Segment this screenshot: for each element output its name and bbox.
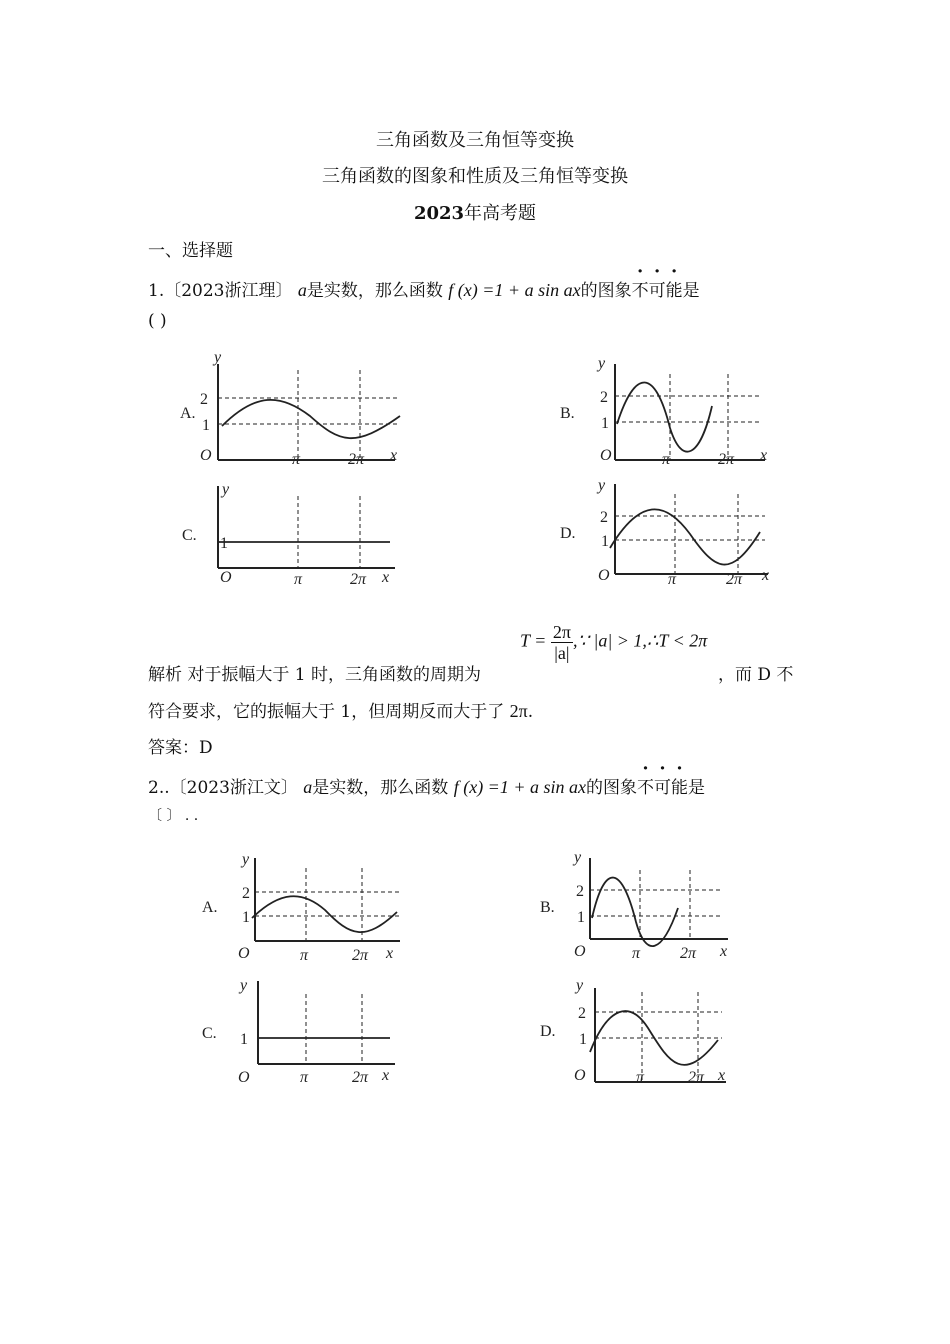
- solution-period: .: [527, 702, 534, 722]
- q2-function: f (x) =1 + a sin ax: [453, 777, 586, 797]
- answer: 答案：D: [148, 738, 213, 758]
- q2-graphs: [190, 846, 790, 1096]
- q2-b-pi: π: [632, 945, 641, 962]
- q2-b-y: y: [574, 849, 582, 866]
- q2-a-2pi: 2π: [352, 947, 369, 964]
- q1-d-pi: π: [668, 571, 677, 588]
- formula-rest: ,∵ |a| > 1,∴T < 2π: [572, 630, 708, 651]
- q1-c-2pi: 2π: [350, 571, 367, 588]
- q2-text-end: 的图象: [585, 778, 637, 798]
- q1-a-2pi: 2π: [348, 451, 365, 468]
- q2-emph-2: 可: [653, 778, 671, 798]
- solution-two-pi: 2π: [509, 701, 528, 721]
- q2-text-tail: 是: [687, 778, 705, 798]
- q1-a-y: y: [214, 349, 222, 366]
- q1-b-pi: π: [662, 451, 671, 468]
- q1-emph-1: 不: [631, 281, 649, 301]
- q2-prefix: 2..〔2023浙江文〕: [148, 778, 298, 798]
- q2-b-two: 2: [576, 883, 584, 900]
- q2-text-mid: 是实数，那么函数: [312, 778, 449, 798]
- q1-b-y: y: [598, 355, 606, 372]
- solution-text-2: 符合要求，它的振幅大于 1，但周期反而大于了: [148, 702, 505, 722]
- q1-c-pi: π: [294, 571, 303, 588]
- q1-prefix: 1.〔2023浙江理〕: [148, 281, 293, 301]
- q2-paren: 〔 〕 . .: [148, 808, 199, 824]
- q1-d-2pi: 2π: [726, 571, 743, 588]
- q1-c-one: 1: [220, 535, 228, 552]
- q2-b-o: O: [574, 943, 586, 960]
- q1-d-y: y: [598, 477, 606, 494]
- q2-graph-c: [258, 981, 395, 1064]
- q2-a-pi: π: [300, 947, 309, 964]
- q2-c-x: x: [382, 1067, 390, 1084]
- q2-c-2pi: 2π: [352, 1069, 369, 1086]
- q2-b-2pi: 2π: [680, 945, 697, 962]
- q2-d-x: x: [718, 1067, 726, 1084]
- q2-opt-b: B.: [540, 899, 555, 916]
- q1-graphs: [170, 348, 810, 598]
- q1-b-one: 1: [601, 415, 609, 432]
- title-year: [0, 199, 950, 225]
- q2-var-a: a: [303, 777, 313, 797]
- q2-c-y: y: [240, 977, 248, 994]
- q2-d-one: 1: [579, 1031, 587, 1048]
- solution-text-1-tail: ，而 D 不: [718, 665, 794, 685]
- solution-line-1: [148, 660, 481, 685]
- q1-c-y: y: [222, 481, 230, 498]
- q2-emph-3: 能: [670, 778, 688, 798]
- q1-text-tail: 是: [682, 281, 700, 301]
- q2-d-two: 2: [578, 1005, 586, 1022]
- formula-T: T =: [520, 630, 547, 651]
- solution-text-1: 对于振幅大于 1 时，三角函数的周期为: [187, 665, 482, 685]
- q1-text-mid: 是实数，那么函数: [306, 281, 443, 301]
- q2-a-two: 2: [242, 885, 250, 902]
- q1-function: f (x) =1 + a sin ax: [448, 280, 581, 300]
- q1-a-o: O: [200, 447, 212, 464]
- question-2: [148, 773, 705, 798]
- fraction-denominator: |a|: [554, 643, 570, 663]
- q1-graph-b: [615, 364, 765, 460]
- q1-paren: ( ): [148, 311, 167, 331]
- q1-b-o: O: [600, 447, 612, 464]
- q1-b-x: x: [760, 447, 768, 464]
- q1-opt-c: C.: [182, 527, 197, 544]
- title-sub: 三角函数的图象和性质及三角恒等变换: [322, 166, 628, 187]
- question-1: [148, 276, 700, 301]
- q2-opt-c: C.: [202, 1025, 217, 1042]
- q2-c-pi: π: [300, 1069, 309, 1086]
- q2-d-y: y: [576, 977, 584, 994]
- q1-text-end: 的图象: [580, 281, 632, 301]
- q1-graph-c: [218, 486, 395, 568]
- fraction-numerator: 2π: [552, 622, 571, 642]
- q2-opt-a: A.: [202, 899, 218, 916]
- q1-opt-a: A.: [180, 405, 196, 422]
- q2-a-y: y: [242, 851, 250, 868]
- q2-a-o: O: [238, 945, 250, 962]
- q1-a-pi: π: [292, 451, 301, 468]
- q1-opt-d: D.: [560, 525, 576, 542]
- q1-d-o: O: [598, 567, 610, 584]
- q1-opt-b: B.: [560, 405, 575, 422]
- q2-d-2pi: 2π: [688, 1069, 705, 1086]
- formula-fraction: [551, 622, 573, 663]
- q1-emph-2: 可: [648, 281, 666, 301]
- q1-b-two: 2: [600, 389, 608, 406]
- solution-formula: [520, 622, 707, 663]
- solution-label: 解析: [148, 665, 182, 685]
- q2-emph-1: 不: [636, 778, 654, 798]
- q1-b-2pi: 2π: [718, 451, 735, 468]
- q1-var-a: a: [297, 280, 307, 300]
- q2-opt-d: D.: [540, 1023, 556, 1040]
- title-main: 三角函数及三角恒等变换: [376, 130, 574, 151]
- q1-graph-a: [218, 364, 400, 460]
- q1-emph-3: 能: [665, 281, 683, 301]
- title-year-number: 2023: [413, 203, 465, 224]
- q1-d-x: x: [762, 567, 770, 584]
- q2-d-o: O: [574, 1067, 586, 1084]
- q2-graph-a: [252, 858, 400, 941]
- q1-c-o: O: [220, 569, 232, 586]
- q2-graph-d: [590, 988, 726, 1082]
- q2-a-x: x: [386, 945, 394, 962]
- q2-graph-b: [590, 858, 728, 946]
- q2-c-one: 1: [240, 1031, 248, 1048]
- solution-line-2: [148, 697, 533, 722]
- q1-a-two: 2: [200, 391, 208, 408]
- q2-b-x: x: [720, 943, 728, 960]
- section-heading: 一、选择题: [148, 241, 233, 261]
- q2-c-o: O: [238, 1069, 250, 1086]
- q1-d-two: 2: [600, 509, 608, 526]
- title-year-text: 年高考题: [464, 203, 537, 224]
- q1-d-one: 1: [601, 533, 609, 550]
- q2-b-one: 1: [577, 909, 585, 926]
- q1-c-x: x: [382, 569, 390, 586]
- q2-a-one: 1: [242, 909, 250, 926]
- q1-a-one: 1: [202, 417, 210, 434]
- q1-a-x: x: [390, 447, 398, 464]
- q2-d-pi: π: [636, 1069, 645, 1086]
- q1-graph-d: [610, 484, 768, 574]
